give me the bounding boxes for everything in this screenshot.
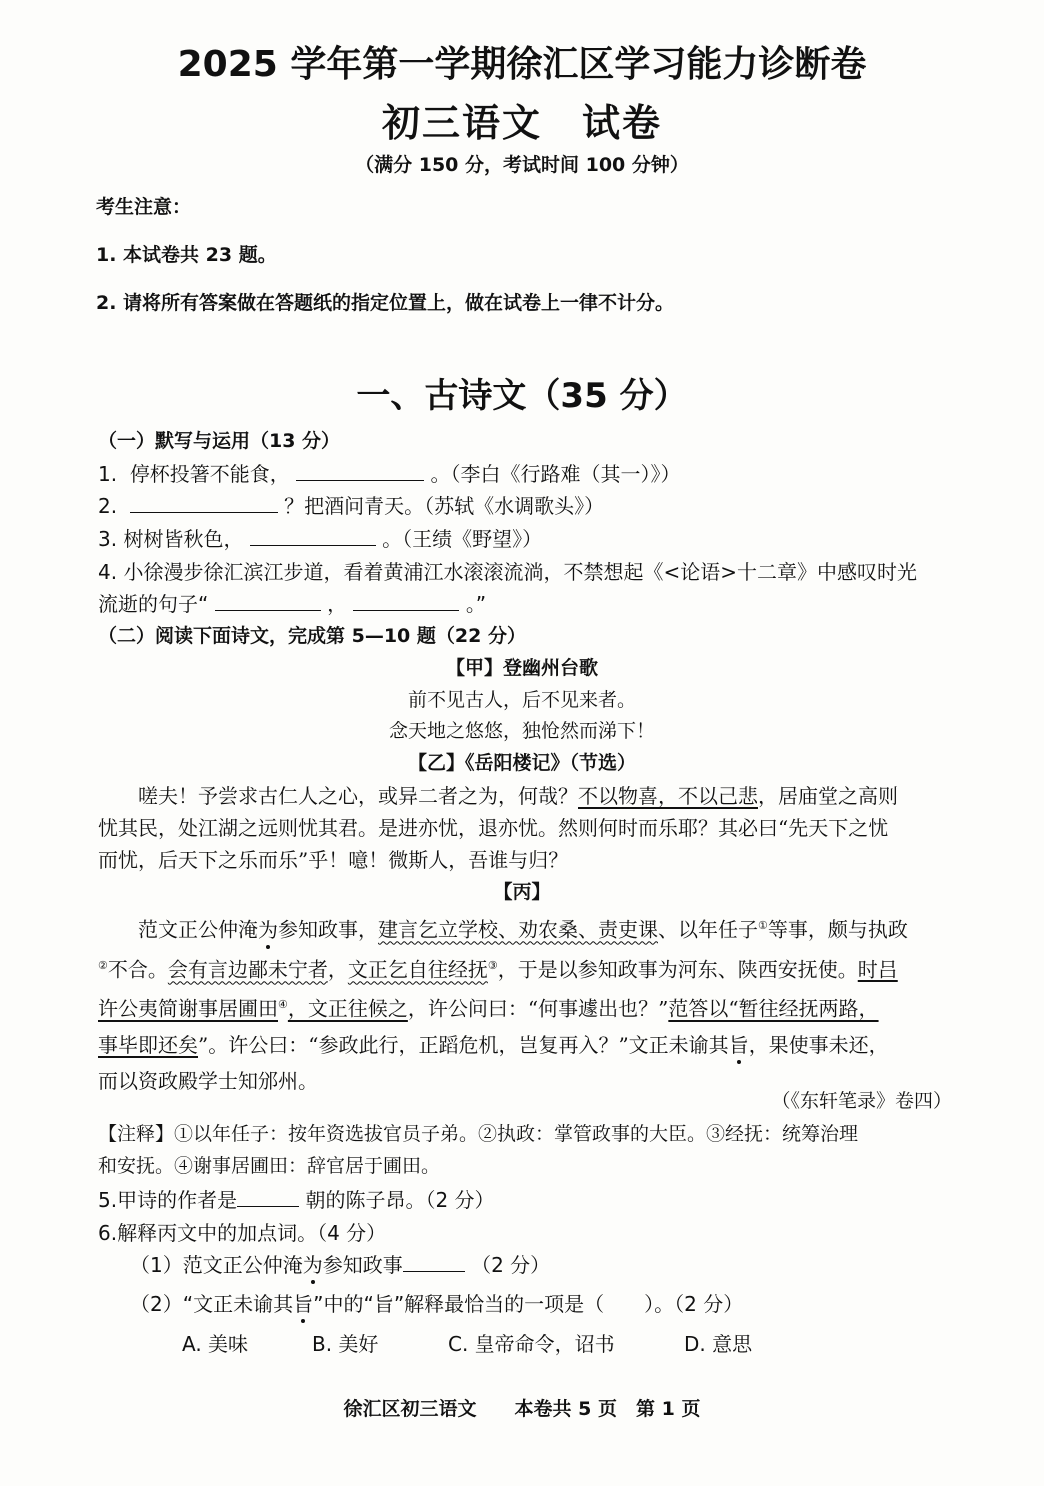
q4-mid: ， [327,592,348,616]
q1-post: 。（李白《行路难（其一）》） [430,462,681,486]
underlined-phrase: 范答以“暂往经抚两路， [668,996,879,1021]
dotted-word: 为 [302,1253,323,1277]
q6-2-post: ”中的“旨”解释最恰当的一项是（ ）。（2 分） [313,1292,744,1316]
answer-blank[interactable] [296,462,424,481]
section-title: 一、古诗文（35 分） [356,376,688,416]
yi-line-1: 嗟夫！予尝求古仁人之心，或异二者之为，何哉？不以物喜，不以己悲，居庙堂之高则 [138,784,898,808]
question-6: 6.解释丙文中的加点词。（4 分） [98,1221,387,1245]
question-5 [98,1184,495,1213]
option-d[interactable]: D. 意思 [684,1332,753,1356]
q1-pre: 停杯投箸不能食， [129,462,290,486]
q6-2-pre: （2）“文正未谕其 [130,1292,294,1316]
bing-line-3: 许公夷简谢事居圃田④，文正往候之，许公问曰：“何事遽出也？”范答以“暂往经抚两路， [98,996,879,1021]
answer-blank[interactable] [250,527,376,546]
exam-title: 2025 学年第一学期徐汇区学习能力诊断卷 [177,44,867,85]
bing-line-1: 范文正公仲淹为参知政事，建言乞立学校、劝农桑、责吏课、以年任子①等事，颇与执政 [138,917,908,942]
underlined-phrase: 许公夷简谢事居圃田 [98,996,278,1021]
question-6-2 [130,1288,743,1317]
exam-subtitle: 初三语文 试卷 [381,101,662,145]
jia-title: 【甲】登幽州台歌 [445,657,598,679]
yi-line-3: 而忧，后天下之乐而乐”乎！噫！微斯人，吾谁与归？ [98,848,569,872]
exam-info: （满分 150 分，考试时间 100 分钟） [355,154,689,176]
yi-passage [98,780,960,876]
q3-post: 。（王绩《野望》） [382,527,543,551]
question-4-line-1: 4. 小徐漫步徐汇滨江步道，看着黄浦江水滚滚流淌，不禁想起《<论语>十二章》中感叹时光 [98,560,917,584]
option-a[interactable]: A. 美味 [182,1332,249,1356]
wavy-underlined-phrase: 会有言边鄙未宁者 [167,957,328,982]
underlined-phrase: 时吕 [857,957,898,982]
q3-pre: 3. 树树皆秋色， [98,527,244,551]
q6-1-post: （2 分） [471,1253,551,1277]
bing-line-2: ②不合。会有言边鄙未宁者，文正乞自往经抚③，于是以参知政事为河东、陕西安抚使。时吕 [98,957,898,982]
dotted-word: 旨 [293,1292,314,1316]
option-b[interactable]: B. 美好 [312,1332,379,1356]
option-c[interactable]: C. 皇帝命令，诏书 [448,1332,615,1356]
q4-pre: 流逝的句子“ [98,592,209,616]
question-3 [98,523,542,552]
question-4-line-2 [98,588,486,617]
bing-source: （《东轩笔录》卷四） [771,1090,952,1112]
wavy-underlined-phrase: 建言乞立学校、劝农桑、责吏课 [378,917,658,942]
part1-heading: （一）默写与运用（13 分） [98,430,341,452]
answer-blank[interactable] [403,1253,465,1272]
q2-number: 2. [98,494,118,518]
dotted-word: 旨 [728,1032,749,1057]
underlined-phrase: 事毕即还矣 [98,1032,198,1057]
q6-1-pre: （1）范文正公仲淹 [130,1253,303,1277]
question-1 [98,458,681,487]
notice-item-1: 1. 本试卷共 23 题。 [96,244,277,266]
wavy-underlined-phrase: 文正乞自往经抚 [347,957,488,982]
question-2 [98,490,604,519]
jia-line-1: 前不见古人，后不见来者。 [407,689,636,711]
question-6-1 [130,1249,550,1278]
notice-heading: 考生注意： [96,196,192,218]
notes-line-2: 和安抚。④谢事居圃田：辞官居于圃田。 [98,1155,441,1177]
bing-line-4: 事毕即还矣”。许公曰：“参政此行，正蹈危机，岂复再入？”文正未谕其旨，果使事未还， [98,1032,889,1057]
part2-heading: （二）阅读下面诗文，完成第 5—10 题（22 分） [98,625,526,647]
yi-title: 【乙】《岳阳楼记》（节选） [407,752,636,774]
bing-line-5: 而以资政殿学士知邠州。 [98,1068,318,1093]
bing-passage [98,908,960,1099]
q1-number: 1. [98,462,118,486]
answer-blank[interactable] [130,494,278,513]
yi-line-2: 忧其民，处江湖之远则忧其君。是进亦忧，退亦忧。然则何时而乐耶？其必曰“先天下之忧 [98,816,889,840]
page-footer: 徐汇区初三语文 本卷共 5 页 第 1 页 [343,1398,701,1420]
underlined-phrase: ，文正往候之 [287,996,408,1021]
q5-pre: 5.甲诗的作者是 [98,1188,238,1212]
underlined-phrase: 不以物喜，不以己悲 [578,784,758,808]
q4-post: 。” [465,592,487,616]
answer-blank[interactable] [215,592,321,611]
q5-post: 朝的陈子昂。（2 分） [305,1188,495,1212]
dotted-word: 为 [258,917,278,942]
bing-title: 【丙】 [493,881,551,903]
notes-line-1: 【注释】①以年任子：按年资选拔官员子弟。②执政：掌管政事的大臣。③经抚：统筹治理 [98,1123,859,1145]
q6-1-mid: 参知政事 [322,1253,403,1277]
answer-blank[interactable] [353,592,459,611]
jia-line-2: 念天地之悠悠，独怆然而涕下！ [388,720,655,742]
q2-post: ？把酒问青天。（苏轼《水调歌头》） [284,494,605,518]
answer-blank[interactable] [237,1188,299,1207]
notice-item-2: 2. 请将所有答案做在答题纸的指定位置上，做在试卷上一律不计分。 [96,292,675,314]
